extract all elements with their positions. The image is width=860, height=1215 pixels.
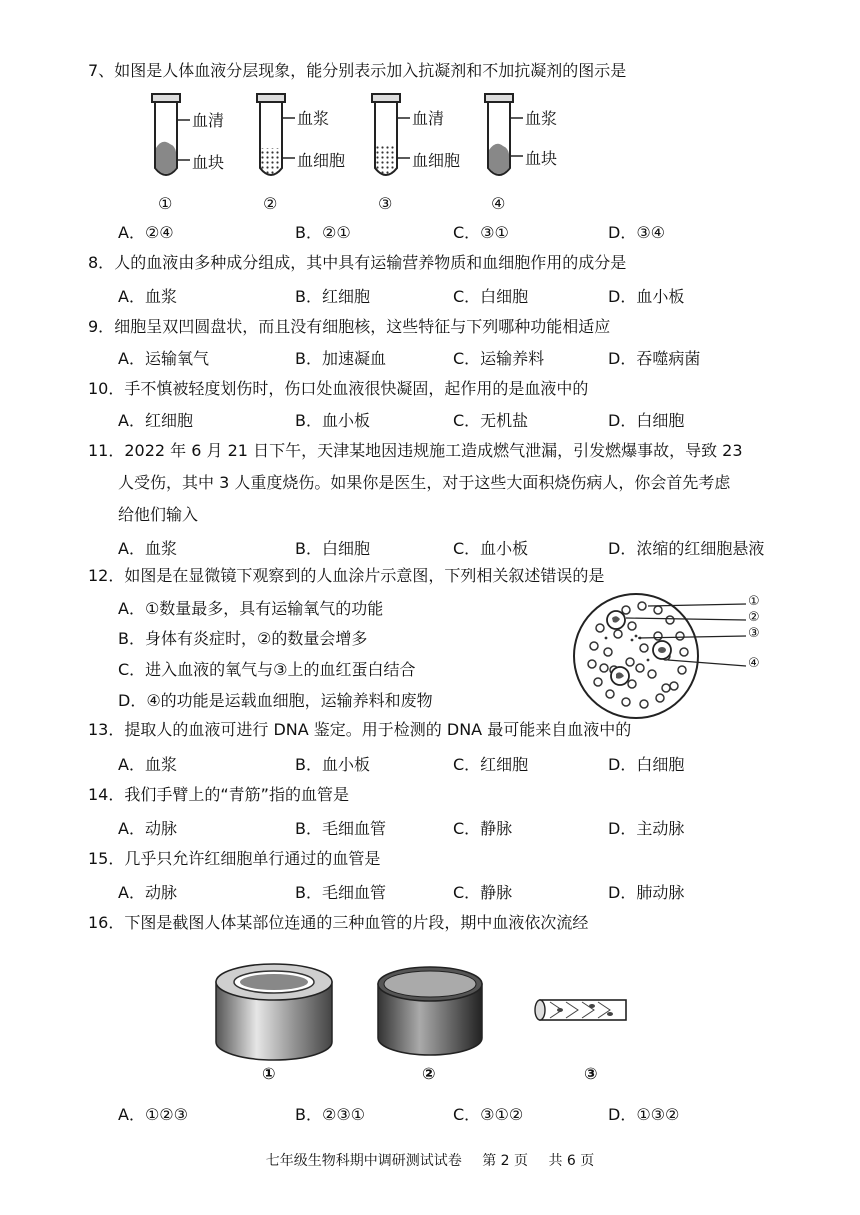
- question-number: 16．: [88, 913, 125, 932]
- smear-label-4: ④: [748, 656, 760, 671]
- tube-2-number: ②: [263, 194, 278, 213]
- option-d[interactable]: D．主动脉: [608, 819, 685, 838]
- question-11: [88, 440, 743, 462]
- vessel-1: [216, 964, 332, 1060]
- question-number: 8．: [88, 253, 115, 272]
- option-c[interactable]: C．无机盐: [453, 411, 529, 430]
- question-14: [88, 784, 349, 806]
- option-b[interactable]: B．毛细血管: [295, 883, 386, 902]
- question-13: [88, 719, 631, 741]
- option-b[interactable]: B．②①: [295, 223, 351, 242]
- tube-2: [257, 94, 295, 175]
- tube-3-top-label: 血清: [412, 109, 445, 128]
- footer-page-number: 第 2 页: [482, 1153, 528, 1169]
- question-stem: 提取人的血液可进行 DNA 鉴定。用于检测的 DNA 最可能来自血液中的: [124, 720, 632, 739]
- tube-2-top-label: 血浆: [297, 109, 330, 128]
- option-d[interactable]: D．吞噬病菌: [608, 349, 701, 368]
- tube-2-bottom-label: 血细胞: [297, 151, 346, 170]
- option-a[interactable]: A．红细胞: [118, 411, 193, 430]
- question-number: 13．: [88, 720, 125, 739]
- vessel-2: [378, 967, 482, 1055]
- question-stem: 细胞呈双凹圆盘状，而且没有细胞核，这些特征与下列哪种功能相适应: [114, 317, 611, 336]
- option-a[interactable]: A．血浆: [118, 539, 177, 558]
- question-stem: 下图是截图人体某部位连通的三种血管的片段，期中血液依次流经: [124, 913, 589, 932]
- question-16: [88, 912, 588, 934]
- question-11-options: [118, 536, 818, 558]
- option-b[interactable]: B．红细胞: [295, 287, 370, 306]
- statement-b[interactable]: B．身体有炎症时，②的数量会增多: [118, 629, 368, 648]
- question-16-options: [118, 1102, 818, 1124]
- statement-a[interactable]: A．①数量最多，具有运输氧气的功能: [118, 599, 384, 618]
- question-stem: 手不慎被轻度划伤时，伤口处血液很快凝固，起作用的是血液中的: [124, 379, 589, 398]
- option-a[interactable]: A．运输氧气: [118, 349, 209, 368]
- question-number: 14．: [88, 785, 125, 804]
- option-b[interactable]: B．白细胞: [295, 539, 370, 558]
- tube-1-number: ①: [158, 194, 173, 213]
- question-8: [88, 252, 626, 274]
- test-tube-figure: [140, 90, 600, 220]
- tube-4-bottom-label: 血块: [525, 149, 558, 168]
- tube-4-number: ④: [491, 194, 506, 213]
- option-d[interactable]: D．③④: [608, 223, 666, 242]
- blood-vessel-figure: [200, 960, 680, 1090]
- smear-label-1: ①: [748, 594, 760, 609]
- question-stem: 人的血液由多种成分组成，其中具有运输营养物质和血细胞作用的成分是: [114, 253, 627, 272]
- footer-title: 七年级生物科期中调研测试试卷: [265, 1153, 462, 1169]
- option-d[interactable]: D．血小板: [608, 287, 685, 306]
- question-stem-line-1: 2022 年 6 月 21 日下午，天津某地因违规施工造成燃气泄漏，引发燃爆事故，导致 23: [124, 441, 743, 460]
- option-a[interactable]: A．血浆: [118, 755, 177, 774]
- tube-1-top-label: 血清: [192, 111, 225, 130]
- question-number: 7、: [88, 61, 115, 80]
- option-a[interactable]: A．血浆: [118, 287, 177, 306]
- question-10-options: [118, 408, 818, 430]
- vessel-2-number: ②: [422, 1064, 436, 1083]
- question-13-options: [118, 752, 818, 774]
- option-d[interactable]: D．白细胞: [608, 411, 685, 430]
- question-15-options: [118, 880, 818, 902]
- option-c[interactable]: C．静脉: [453, 883, 513, 902]
- option-b[interactable]: B．加速凝血: [295, 349, 386, 368]
- question-7-options: [118, 220, 818, 242]
- option-a[interactable]: A．动脉: [118, 883, 177, 902]
- option-a[interactable]: A．动脉: [118, 819, 177, 838]
- vessel-3: [535, 1000, 626, 1020]
- statement-d[interactable]: D．④的功能是运载血细胞，运输养料和废物: [118, 691, 433, 710]
- option-c[interactable]: C．血小板: [453, 539, 529, 558]
- option-c[interactable]: C．运输养料: [453, 349, 545, 368]
- question-stem: 如图是在显微镜下观察到的人血涂片示意图，下列相关叙述错误的是: [124, 566, 605, 585]
- option-a[interactable]: A．①②③: [118, 1105, 188, 1124]
- option-c[interactable]: C．③①②: [453, 1105, 524, 1124]
- question-number: 9．: [88, 317, 115, 336]
- question-11-line-2: 人受伤，其中 3 人重度烧伤。如果你是医生，对于这些大面积烧伤病人，你会首先考虑: [118, 473, 731, 492]
- option-c[interactable]: C．白细胞: [453, 287, 529, 306]
- option-c[interactable]: C．③①: [453, 223, 509, 242]
- option-c[interactable]: C．静脉: [453, 819, 513, 838]
- question-9-options: [118, 346, 818, 368]
- statement-c[interactable]: C．进入血液的氧气与③上的血红蛋白结合: [118, 660, 416, 679]
- option-b[interactable]: B．血小板: [295, 755, 370, 774]
- question-8-options: [118, 284, 818, 306]
- smear-label-3: ③: [748, 626, 760, 641]
- question-11-line-3: 给他们输入: [118, 505, 199, 524]
- tube-3-bottom-label: 血细胞: [412, 151, 461, 170]
- question-15: [88, 848, 380, 870]
- question-number: 10．: [88, 379, 125, 398]
- question-10: [88, 378, 588, 400]
- option-c[interactable]: C．红细胞: [453, 755, 529, 774]
- question-stem: 我们手臂上的“青筋”指的血管是: [124, 785, 349, 804]
- option-b[interactable]: B．②③①: [295, 1105, 366, 1124]
- question-7: [88, 60, 626, 82]
- option-d[interactable]: D．①③②: [608, 1105, 680, 1124]
- tube-1-bottom-label: 血块: [192, 153, 225, 172]
- tube-3-number: ③: [378, 194, 393, 213]
- vessel-3-number: ③: [584, 1064, 598, 1083]
- blood-smear-figure: [570, 588, 790, 728]
- tube-3: [372, 94, 410, 175]
- smear-label-2: ②: [748, 610, 760, 625]
- option-b[interactable]: B．血小板: [295, 411, 370, 430]
- question-stem: 如图是人体血液分层现象，能分别表示加入抗凝剂和不加抗凝剂的图示是: [114, 61, 627, 80]
- option-b[interactable]: B．毛细血管: [295, 819, 386, 838]
- question-9: [88, 316, 610, 338]
- question-12: [88, 565, 604, 587]
- question-stem: 几乎只允许红细胞单行通过的血管是: [124, 849, 381, 868]
- footer-total-pages: 共 6 页: [548, 1153, 595, 1169]
- page-footer: [0, 1150, 860, 1170]
- vessel-1-number: ①: [262, 1064, 276, 1083]
- tube-1: [152, 94, 190, 175]
- question-number: 15．: [88, 849, 125, 868]
- question-number: 12．: [88, 566, 125, 585]
- option-d[interactable]: D．白细胞: [608, 755, 685, 774]
- option-d[interactable]: D．肺动脉: [608, 883, 685, 902]
- tube-4-top-label: 血浆: [525, 109, 558, 128]
- option-d[interactable]: D．浓缩的红细胞悬液: [608, 539, 765, 558]
- option-a[interactable]: A．②④: [118, 223, 174, 242]
- tube-4: [485, 94, 523, 175]
- question-14-options: [118, 816, 818, 838]
- question-number: 11．: [88, 441, 125, 460]
